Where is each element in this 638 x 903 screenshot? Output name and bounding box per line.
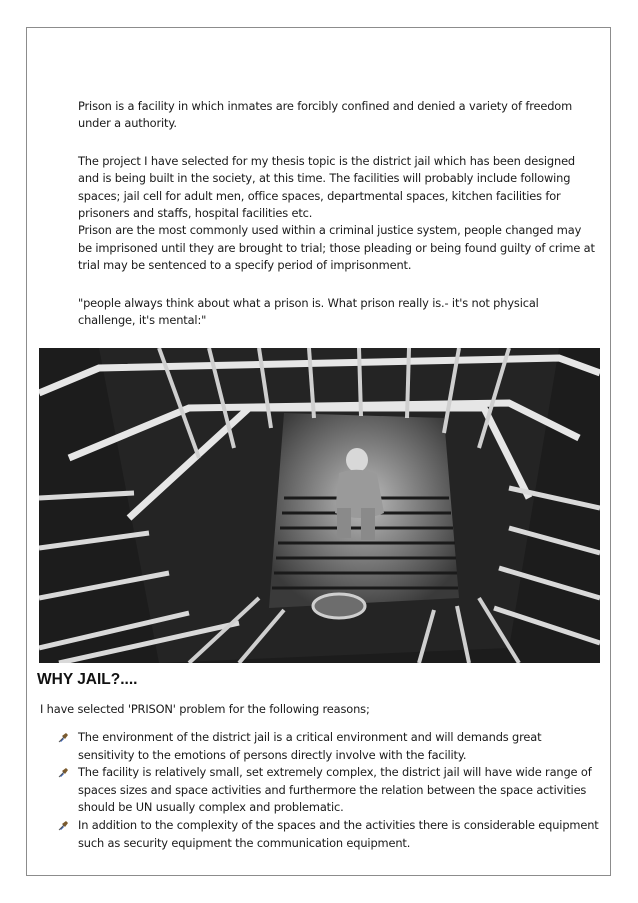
list-item xyxy=(58,729,600,764)
pin-bullet-icon xyxy=(58,732,69,743)
prison-definition: Prison is a facility in which inmates are forcibly confined and denied a variety of freedom under a authority. xyxy=(78,99,573,131)
prison-cell-photo xyxy=(39,348,600,663)
reason-text: In addition to the complexity of the spaces and the activities there is considerable equipment such as security equipment the communication equipment. xyxy=(78,817,599,850)
list-item xyxy=(58,764,600,817)
list-item xyxy=(58,817,600,852)
intro-section xyxy=(78,98,598,329)
reason-text: The environment of the district jail is a critical environment and will demands great sensitivity to the emotions of persons directly involve with the facility. xyxy=(78,730,542,762)
prison-cell-illustration xyxy=(39,348,600,663)
reasons-list xyxy=(58,729,600,852)
project-description: The project I have selected for my thesis topic is the district jail which has been designed and is being built in the society, at this time. The facilities will probably include following spaces; jail cell for adult men, office spaces, departmental spaces, kitchen facilities for prisoners and staffs, hospital facilities etc. xyxy=(78,153,576,221)
pin-bullet-icon xyxy=(58,820,69,831)
reasons-lead: I have selected 'PRISON' problem for the following reasons; xyxy=(40,702,370,716)
reason-text: The facility is relatively small, set extremely complex, the district jail will have wide range of spaces sizes and space activities and furthermore the relation between the space activities should be UN usually complex and problematic. xyxy=(78,765,592,815)
prison-usage: Prison are the most commonly used within a criminal justice system, people changed may be imprisoned until they are brought to trial; those pleading or being found guilty of crime at trial may be sentenced to a specify period of imprisonment. xyxy=(78,223,595,273)
pin-bullet-icon xyxy=(58,767,69,778)
prison-quote: "people always think about what a prison is. What prison really is.- it's not physical challenge, it's mental:" xyxy=(78,295,539,328)
why-jail-heading: WHY JAIL?.... xyxy=(37,671,138,688)
toilet xyxy=(313,594,365,618)
